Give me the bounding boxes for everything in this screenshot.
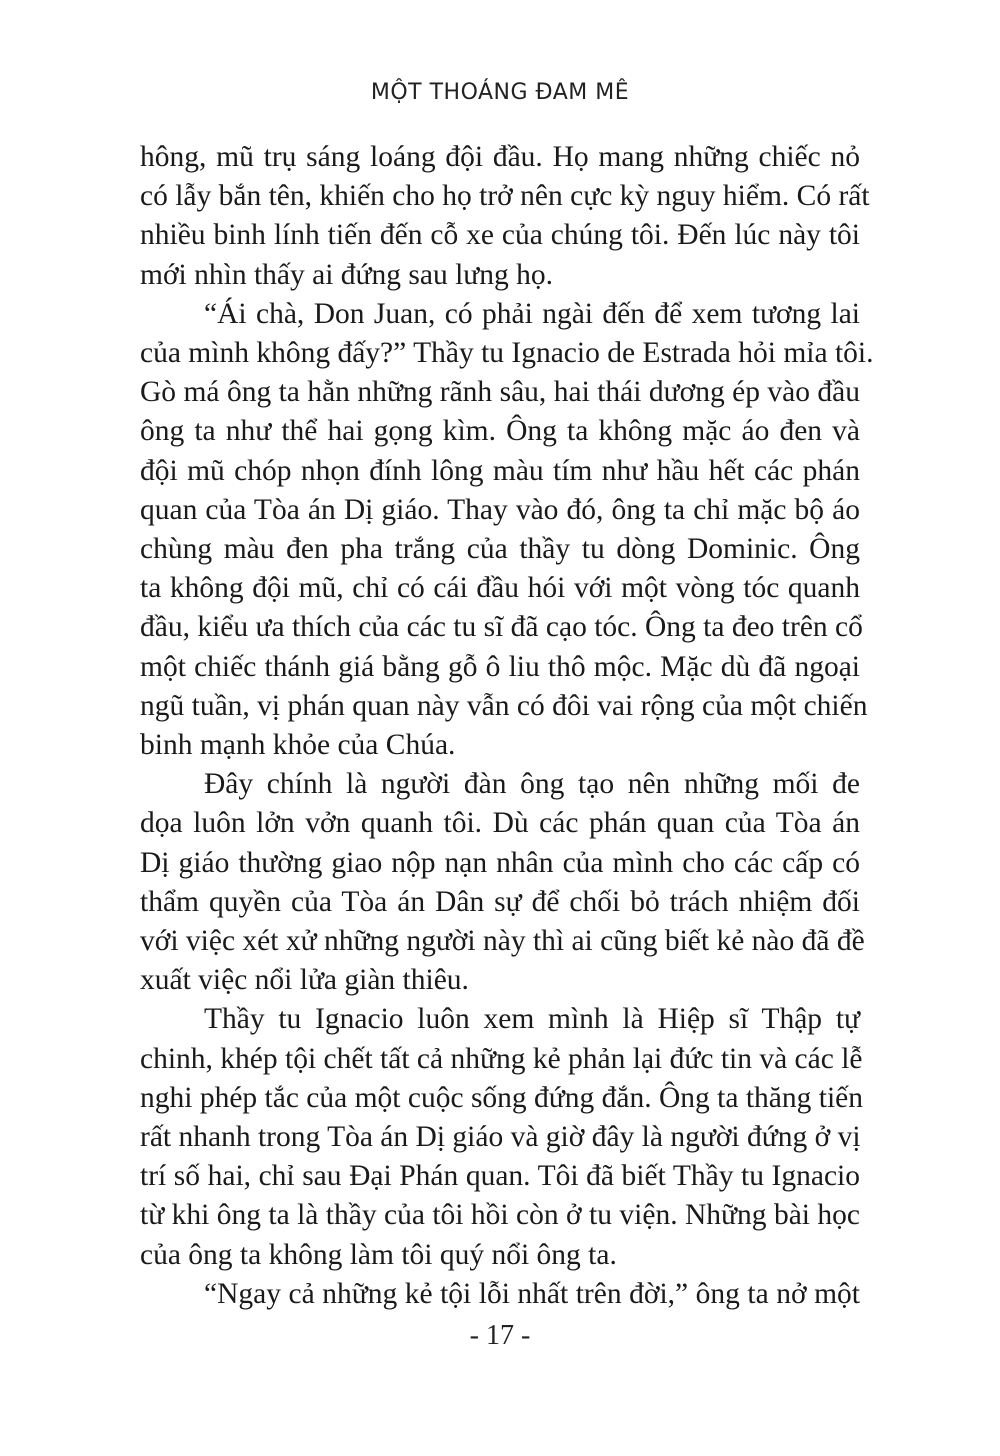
- paragraph: [140, 1000, 863, 1274]
- text-line: binh mạnh khỏe của Chúa.: [140, 729, 456, 762]
- text-line: từ khi ông ta là thầy của tôi hồi còn ở tu viện. Những bài học: [140, 1199, 860, 1232]
- text-line: với việc xét xử những người này thì ai cũng biết kẻ nào đã đề: [140, 925, 865, 958]
- text-line: Đây chính là người đàn ông tạo nên những mối đe: [204, 768, 860, 801]
- page-number: - 17 -: [469, 1320, 531, 1351]
- paragraph: [140, 765, 865, 1000]
- text-line: mới nhìn thấy ai đứng sau lưng họ.: [140, 258, 554, 291]
- text-line: quan của Tòa án Dị giáo. Thay vào đó, ông ta chỉ mặc bộ áo: [140, 493, 860, 526]
- text-line: thẩm quyền của Tòa án Dân sự để chối bỏ trách nhiệm đối: [140, 885, 860, 918]
- text-line: hông, mũ trụ sáng loáng đội đầu. Họ mang những chiếc nỏ: [140, 141, 860, 173]
- running-header: MỘT THOÁNG ĐAM MÊ: [370, 80, 630, 105]
- text-line: rất nhanh trong Tòa án Dị giáo và giờ đây là người đứng ở vị: [140, 1121, 861, 1154]
- body-text: [140, 138, 874, 1314]
- text-line: chùng màu đen pha trắng của thầy tu dòng Dominic. Ông: [140, 533, 860, 566]
- text-line: ông ta như thể hai gọng kìm. Ông ta không mặc áo đen và: [140, 415, 860, 448]
- text-line: ngũ tuần, vị phán quan này vẫn có đôi vai rộng của một chiến: [140, 689, 868, 722]
- text-line: Gò má ông ta hằn những rãnh sâu, hai thái dương ép vào đầu: [140, 376, 860, 409]
- text-line: “Ái chà, Don Juan, có phải ngài đến để xem tương lai: [204, 297, 860, 330]
- text-line: “Ngay cả những kẻ tội lỗi nhất trên đời,” ông ta nở một: [204, 1277, 860, 1310]
- text-line: trí số hai, chỉ sau Đại Phán quan. Tôi đã biết Thầy tu Ignacio: [140, 1160, 860, 1193]
- text-line: đầu, kiểu ưa thích của các tu sĩ đã cạo tóc. Ông ta đeo trên cổ: [140, 611, 863, 644]
- text-line: xuất việc nổi lửa giàn thiêu.: [140, 964, 469, 997]
- text-line: có lẫy bắn tên, khiến cho họ trở nên cực kỳ nguy hiểm. Có rất: [140, 180, 870, 213]
- paragraph: [140, 295, 874, 765]
- paragraph: [140, 138, 870, 295]
- paragraph: [140, 1275, 860, 1314]
- text-line: nhiều binh lính tiến đến cỗ xe của chúng tôi. Đến lúc này tôi: [140, 219, 860, 252]
- text-line: Thầy tu Ignacio luôn xem mình là Hiệp sĩ Thập tự: [204, 1003, 860, 1036]
- text-line: nghi phép tắc của một cuộc sống đứng đắn. Ông ta thăng tiến: [140, 1081, 863, 1114]
- text-line: một chiếc thánh giá bằng gỗ ô liu thô mộc. Mặc dù đã ngoại: [140, 650, 860, 683]
- text-line: của ông ta không làm tôi quý nổi ông ta.: [140, 1238, 617, 1271]
- text-line: dọa luôn lởn vởn quanh tôi. Dù các phán quan của Tòa án: [140, 807, 860, 840]
- text-line: Dị giáo thường giao nộp nạn nhân của mình cho các cấp có: [140, 846, 860, 879]
- text-line: đội mũ chóp nhọn đính lông màu tím như hầu hết các phán: [140, 454, 860, 487]
- text-line: chinh, khép tội chết tất cả những kẻ phản lại đức tin và các lễ: [140, 1042, 863, 1075]
- text-line: ta không đội mũ, chỉ có cái đầu hói với một vòng tóc quanh: [140, 572, 860, 605]
- text-line: của mình không đấy?” Thầy tu Ignacio de Estrada hỏi mỉa tôi.: [140, 337, 874, 370]
